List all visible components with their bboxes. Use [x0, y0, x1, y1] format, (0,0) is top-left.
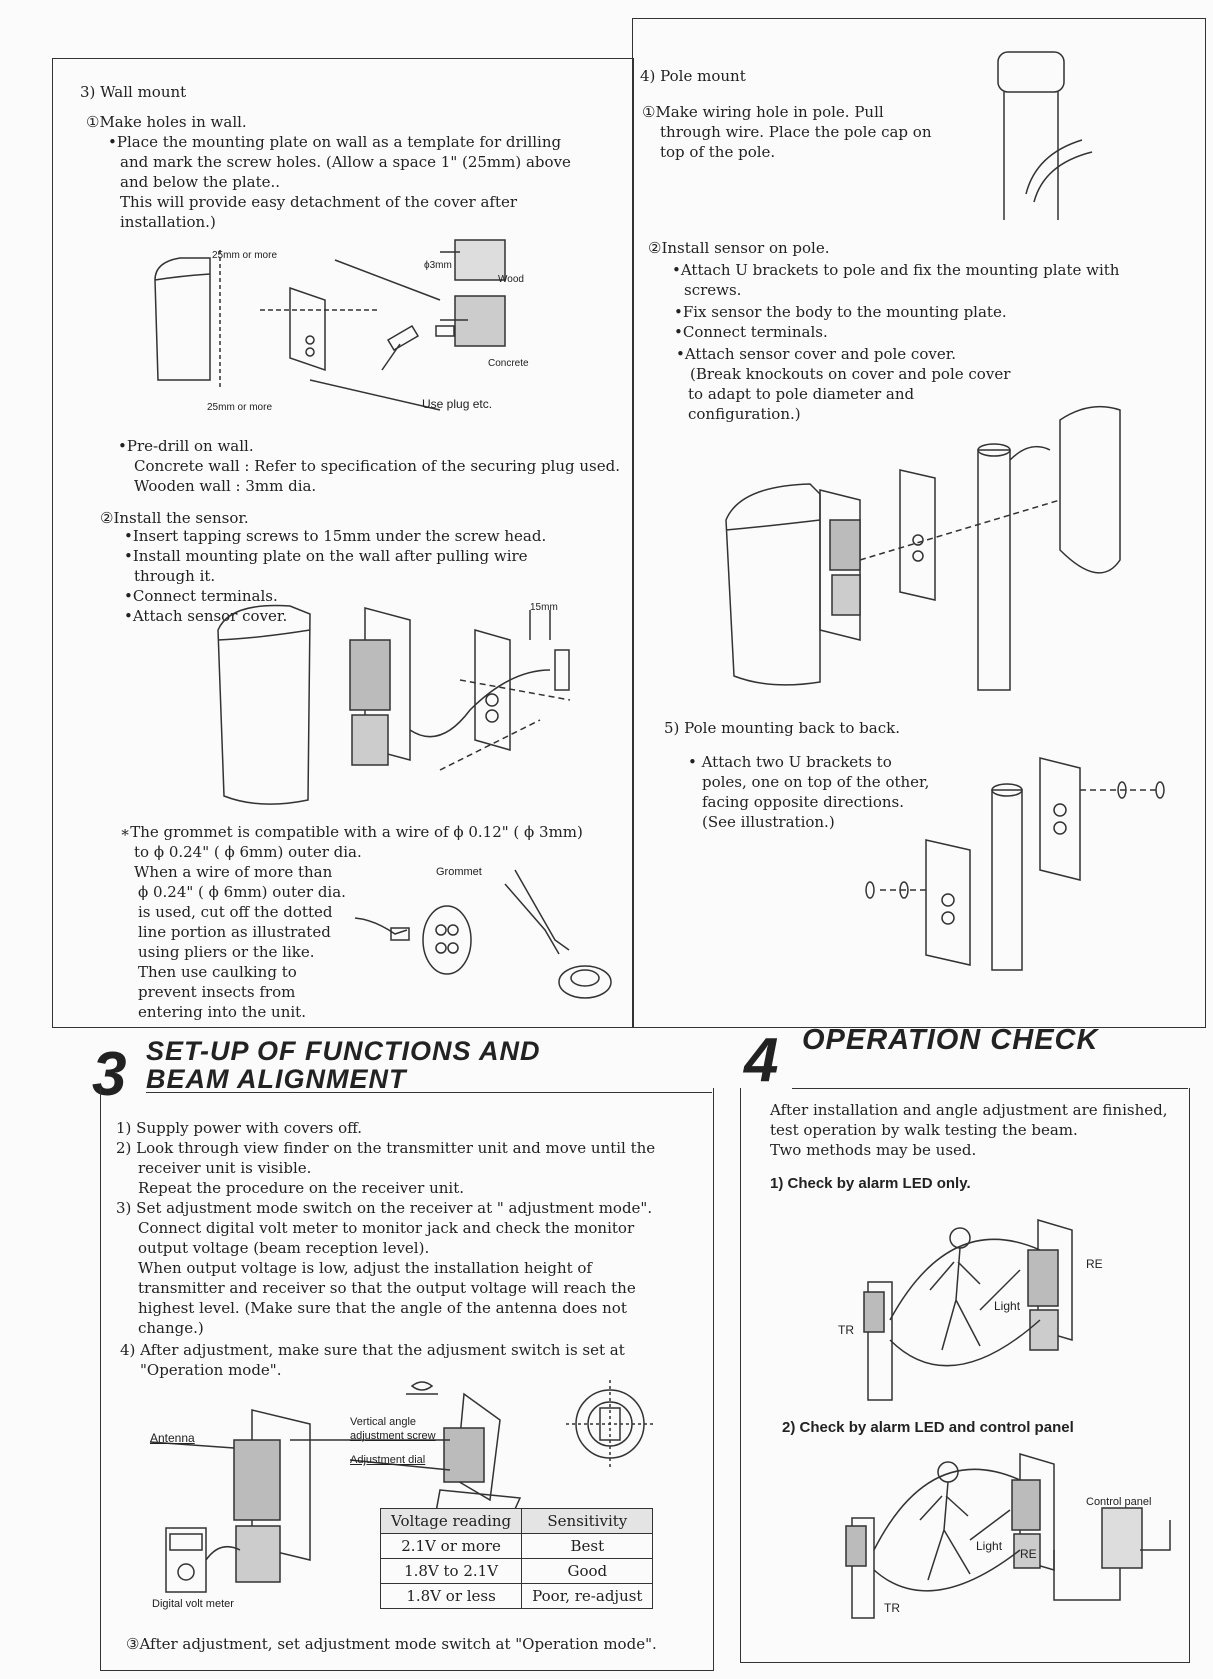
grommet-note-line: to ϕ 0.24" ( ϕ 6mm) outer dia. [134, 843, 362, 861]
wall-b3-line: through it. [134, 567, 216, 585]
wall-b2-line: •Pre-drill on wall. [118, 437, 254, 455]
pole-step-2: ②Install sensor on pole. [648, 239, 830, 257]
grommet-note-line: line portion as illustrated [138, 923, 331, 941]
digital-voltmeter-label: Digital volt meter [152, 1598, 234, 1610]
wall-mount-heading: 3) Wall mount [80, 83, 187, 101]
sec4-intro: Two methods may be used. [770, 1141, 977, 1159]
back-line: poles, one on top of the other, [702, 773, 930, 791]
fig-phi-3mm: ϕ3mm [424, 260, 452, 271]
fig-concrete-label: Concrete [488, 358, 529, 369]
wall-b1-line: •Place the mounting plate on wall as a template for drilling [108, 133, 562, 151]
pole-step-1: ①Make wiring hole in pole. Pull [642, 103, 884, 121]
table-cell: Best [522, 1534, 653, 1559]
sec3-line: 2) Look through view finder on the transmitter unit and move until the [116, 1139, 656, 1157]
pole-install-illustration [720, 400, 1160, 690]
wall-b1-line: and mark the screw holes. (Allow a space 1" (25mm) above [120, 153, 571, 171]
sec3-line: receiver unit is visible. [138, 1159, 312, 1177]
wall-drill-illustration [150, 240, 550, 420]
fig-wood-label: Wood [498, 274, 524, 285]
sec3-line: 3) Set adjustment mode switch on the receiver at " adjustment mode". [116, 1199, 653, 1217]
light-label-1: Light [994, 1299, 1021, 1313]
section-3-title-line1: SET-UP OF FUNCTIONS AND [146, 1036, 541, 1066]
pole-step-1: through wire. Place the pole cap on [660, 123, 932, 141]
table-cell: 2.1V or more [381, 1534, 522, 1559]
sec3-line: "Operation mode". [140, 1361, 282, 1379]
grommet-illustration [355, 870, 605, 1010]
grommet-note-line: using pliers or the like. [138, 943, 315, 961]
back-to-back-illustration [860, 750, 1180, 970]
walk-test-illustration-1 [850, 1210, 1100, 1400]
wall-b2-line: Wooden wall : 3mm dia. [134, 477, 317, 495]
section-3-title-line2: BEAM ALIGNMENT [146, 1064, 407, 1094]
light-label-2: Light [976, 1539, 1003, 1553]
section-4-title: OPERATION CHECK [802, 1024, 1099, 1056]
grommet-note-line: When a wire of more than [134, 863, 333, 881]
back-line: (See illustration.) [702, 813, 835, 831]
grommet-note-line: Then use caulking to [138, 963, 297, 981]
table-cell: Poor, re-adjust [522, 1584, 653, 1609]
table-cell: Good [522, 1559, 653, 1584]
walk-test-illustration-2 [840, 1450, 1180, 1620]
fig-plug-label: Use plug etc. [422, 397, 493, 411]
pole-b1-line: screws. [684, 281, 742, 299]
wall-b3-line: •Insert tapping screws to 15mm under the screw head. [124, 527, 547, 545]
back-to-back-heading: 5) Pole mounting back to back. [664, 719, 900, 737]
fig-dim-15mm: 15mm [530, 602, 558, 613]
back-line: • Attach two U brackets to [688, 753, 892, 771]
sec4-intro: test operation by walk testing the beam. [770, 1121, 1078, 1139]
sec3-line: 4) After adjustment, make sure that the adjusment switch is set at [120, 1341, 625, 1359]
wall-b3-line: •Install mounting plate on the wall after pulling wire [124, 547, 528, 565]
tr-label-1: TR [838, 1323, 854, 1337]
pole-b1-line: to adapt to pole diameter and [688, 385, 915, 403]
wall-step-1: ①Make holes in wall. [86, 113, 247, 131]
fig-dim-bottom: 25mm or more [207, 402, 273, 413]
table-cell: 1.8V or less [381, 1584, 522, 1609]
sec3-footer: ③After adjustment, set adjustment mode switch at "Operation mode". [126, 1635, 657, 1653]
section-3-rule [146, 1092, 712, 1093]
table-row [381, 1584, 653, 1609]
sec4-intro: After installation and angle adjustment are finished, [770, 1101, 1168, 1119]
re-label-2: RE [1020, 1547, 1037, 1561]
pole-cap-illustration [996, 44, 1106, 224]
pole-b1-line: configuration.) [688, 405, 801, 423]
sec3-line: When output voltage is low, adjust the installation height of [138, 1259, 592, 1277]
tr-label-2: TR [884, 1601, 900, 1615]
pole-mount-heading: 4) Pole mount [640, 67, 746, 85]
re-label-1: RE [1086, 1257, 1103, 1271]
antenna-label: Antenna [150, 1431, 195, 1445]
control-panel-label: Control panel [1086, 1496, 1152, 1508]
wall-step-2: ②Install the sensor. [100, 509, 249, 527]
sec3-line: change.) [138, 1319, 204, 1337]
sec3-line: Repeat the procedure on the receiver unit. [138, 1179, 465, 1197]
wall-b2-line: Concrete wall : Refer to specification of the securing plug used. [134, 457, 620, 475]
pole-b1-line: •Attach sensor cover and pole cover. [676, 345, 956, 363]
table-header: Sensitivity [522, 1509, 653, 1534]
grommet-label: Grommet [436, 866, 482, 878]
fig-dim-top: 25mm or more [212, 250, 278, 261]
pole-b1-line: •Connect terminals. [674, 323, 828, 341]
wall-b1-line: This will provide easy detachment of the cover after [120, 193, 518, 211]
method-1-heading: 1) Check by alarm LED only. [770, 1175, 971, 1192]
method-2-heading: 2) Check by alarm LED and control panel [782, 1419, 1074, 1436]
table-row [381, 1534, 653, 1559]
section-4-number: 4 [744, 1026, 779, 1095]
back-line: facing opposite directions. [702, 793, 904, 811]
wall-b3-line: •Attach sensor cover. [124, 607, 288, 625]
table-row [381, 1559, 653, 1584]
wall-b1-line: and below the plate.. [120, 173, 281, 191]
pole-b1-line: •Fix sensor the body to the mounting plate. [674, 303, 1007, 321]
section-4-rule [792, 1088, 1188, 1089]
grommet-note-line: ϕ 0.24" ( ϕ 6mm) outer dia. [138, 883, 346, 901]
grommet-note-line: ∗The grommet is compatible with a wire of ϕ 0.12" ( ϕ 3mm) [120, 823, 583, 841]
wall-b1-line: installation.) [120, 213, 216, 231]
vertical-angle-label-1: Vertical angle [350, 1416, 417, 1428]
adjustment-dial-label: Adjustment dial [350, 1454, 426, 1466]
section-3-number: 3 [92, 1040, 127, 1109]
pole-step-1: top of the pole. [660, 143, 776, 161]
sec3-line: highest level. (Make sure that the angle of the antenna does not [138, 1299, 627, 1317]
wall-b3-line: •Connect terminals. [124, 587, 278, 605]
table-header: Voltage reading [381, 1509, 522, 1534]
sec3-line: transmitter and receiver so that the output voltage will reach the [138, 1279, 636, 1297]
sec3-line: Connect digital volt meter to monitor jack and check the monitor [138, 1219, 635, 1237]
pole-b1-line: •Attach U brackets to pole and fix the mounting plate with [672, 261, 1120, 279]
sec3-line: output voltage (beam reception level). [138, 1239, 430, 1257]
table-cell: 1.8V to 2.1V [381, 1559, 522, 1584]
grommet-note-line: is used, cut off the dotted [138, 903, 333, 921]
grommet-note-line: entering into the unit. [138, 1003, 306, 1021]
sec3-line: 1) Supply power with covers off. [116, 1119, 363, 1137]
grommet-note-line: prevent insects from [138, 983, 296, 1001]
wall-install-illustration [210, 600, 590, 810]
vertical-angle-label-2: adjustment screw [350, 1430, 436, 1442]
sensitivity-table [380, 1508, 653, 1609]
pole-b1-line: (Break knockouts on cover and pole cover [690, 365, 1011, 383]
